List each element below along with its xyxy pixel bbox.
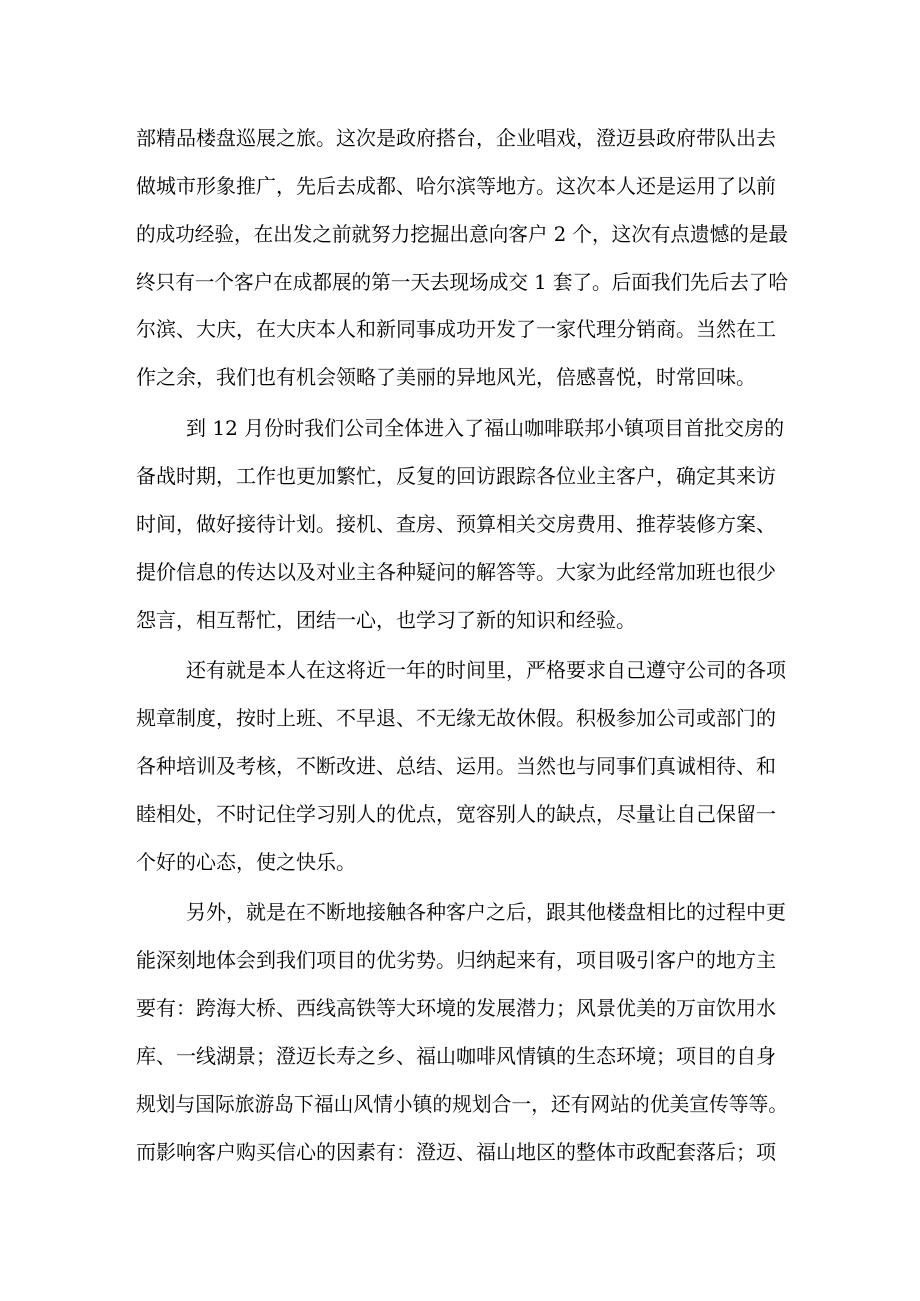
paragraph-1-line-3: 的成功经验，在出发之前就努力挖掘出意向客户 2 个，这次有点遗憾的是最 <box>136 222 788 246</box>
paragraph-2-line-5: 怨言，相互帮忙，团结一心，也学习了新的知识和经验。 <box>136 608 636 632</box>
paragraph-4-line-4: 库、一线湖景；澄迈长寿之乡、福山咖啡风情镇的生态环境；项目的自身 <box>136 1044 776 1068</box>
paragraph-4-line-2: 能深刻地体会到我们项目的优劣势。归纳起来有，项目吸引客户的地方主 <box>136 948 776 972</box>
paragraph-1-line-4: 终只有一个客户在成都展的第一天去现场成交 1 套了。后面我们先后去了哈 <box>136 270 788 294</box>
paragraph-1-line-5: 尔滨、大庆，在大庆本人和新同事成功开发了一家代理分销商。当然在工 <box>136 317 776 341</box>
paragraph-1-line-2: 做城市形象推广，先后去成都、哈尔滨等地方。这次本人还是运用了以前 <box>136 174 776 198</box>
paragraph-4-line-6: 而影响客户购买信心的因素有：澄迈、福山地区的整体市政配套落后；项 <box>136 1140 776 1164</box>
paragraph-3-line-4: 睦相处，不时记住学习别人的优点，宽容别人的缺点，尽量让自己保留一 <box>136 802 776 826</box>
paragraph-3-line-2: 规章制度，按时上班、不早退、不无缘无故休假。积极参加公司或部门的 <box>136 706 776 730</box>
paragraph-4-line-5: 规划与国际旅游岛下福山风情小镇的规划合一，还有网站的优美宣传等等。 <box>136 1092 788 1116</box>
paragraph-1-line-6: 作之余，我们也有机会领略了美丽的异地风光，倍感喜悦，时常回味。 <box>136 365 756 389</box>
paragraph-3-line-1: 还有就是本人在这将近一年的时间里，严格要求自己遵守公司的各项 <box>186 658 786 682</box>
paragraph-1-line-1: 部精品楼盘巡展之旅。这次是政府搭台，企业唱戏，澄迈县政府带队出去 <box>136 126 776 150</box>
paragraph-3-line-5: 个好的心态，使之快乐。 <box>136 850 356 874</box>
paragraph-2-line-4: 提价信息的传达以及对业主各种疑问的解答等。大家为此经常加班也很少 <box>136 560 776 584</box>
paragraph-2-line-3: 时间，做好接待计划。接机、查房、预算相关交房费用、推荐装修方案、 <box>136 512 776 536</box>
paragraph-2-line-2: 备战时期，工作也更加繁忙，反复的回访跟踪各位业主客户，确定其来访 <box>136 464 776 488</box>
paragraph-4-line-1: 另外，就是在不断地接触各种客户之后，跟其他楼盘相比的过程中更 <box>186 900 786 924</box>
paragraph-2-line-1: 到 12 月份时我们公司全体进入了福山咖啡联邦小镇项目首批交房的 <box>186 416 785 440</box>
paragraph-4-line-3: 要有：跨海大桥、西线高铁等大环境的发展潜力；风景优美的万亩饮用水 <box>136 996 776 1020</box>
paragraph-3-line-3: 各种培训及考核，不断改进、总结、运用。当然也与同事们真诚相待、和 <box>136 754 776 778</box>
